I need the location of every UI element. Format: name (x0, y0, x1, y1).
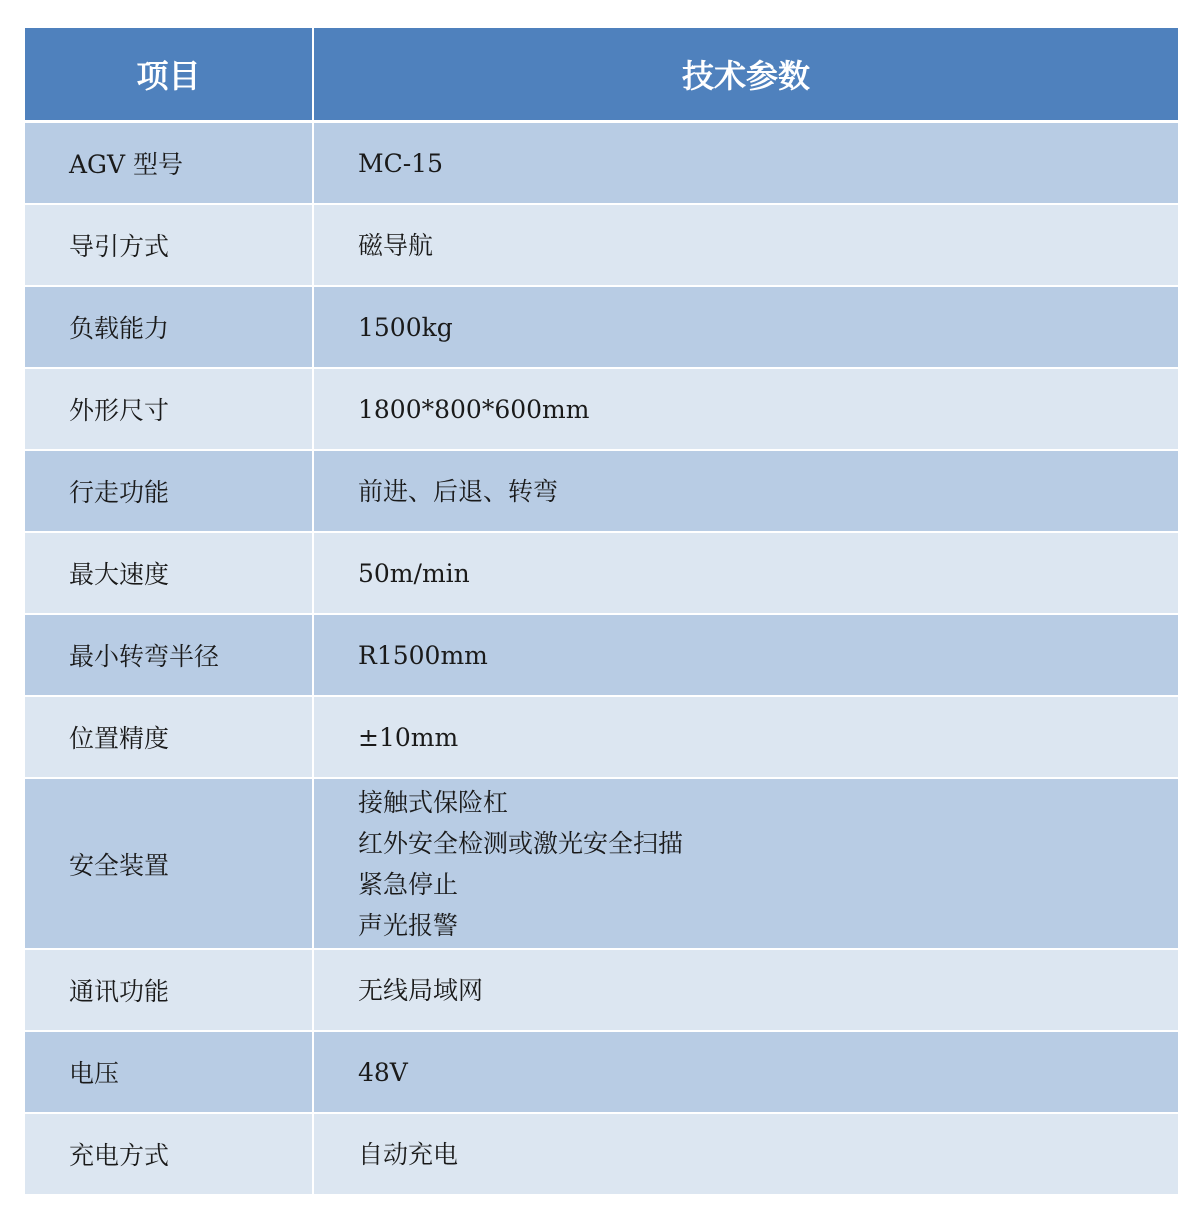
value-line: R1500mm (358, 640, 488, 670)
value-line: 红外安全检测或激光安全扫描 (358, 828, 684, 858)
row-label: 电压 (25, 1032, 314, 1114)
row-value (314, 123, 1178, 205)
value-line: 接触式保险杠 (358, 787, 509, 817)
row-label: 最大速度 (25, 533, 314, 615)
value-line: 自动充电 (358, 1139, 459, 1169)
value-line: 磁导航 (358, 230, 434, 260)
row-label: 导引方式 (25, 205, 314, 287)
row-value (314, 697, 1178, 779)
table-row (25, 950, 1178, 1032)
spec-body (25, 123, 1178, 1196)
header-params: 技术参数 (314, 28, 1178, 123)
table-row (25, 451, 1178, 533)
row-label: 负载能力 (25, 287, 314, 369)
row-label: 行走功能 (25, 451, 314, 533)
table-row (25, 123, 1178, 205)
row-label: 通讯功能 (25, 950, 314, 1032)
table-row (25, 779, 1178, 950)
value-line: ±10mm (358, 722, 459, 752)
row-value (314, 287, 1178, 369)
row-label: 外形尺寸 (25, 369, 314, 451)
row-label: 充电方式 (25, 1114, 314, 1196)
row-label: 安全装置 (25, 779, 314, 950)
value-line: 无线局域网 (358, 975, 484, 1005)
row-value (314, 615, 1178, 697)
row-value (314, 205, 1178, 287)
row-value (314, 1114, 1178, 1196)
value-line: 1800*800*600mm (358, 394, 590, 424)
table-row (25, 697, 1178, 779)
value-line: MC-15 (358, 148, 443, 178)
header-row (25, 28, 1178, 123)
table-row (25, 615, 1178, 697)
value-line: 前进、后退、转弯 (358, 476, 559, 506)
row-value (314, 369, 1178, 451)
table-row (25, 205, 1178, 287)
value-line: 50m/min (358, 558, 470, 588)
table-row (25, 369, 1178, 451)
value-line: 紧急停止 (358, 869, 459, 899)
row-value (314, 779, 1178, 950)
table-row (25, 287, 1178, 369)
spec-table (25, 28, 1178, 1196)
table-row (25, 1114, 1178, 1196)
row-value (314, 533, 1178, 615)
table-row (25, 1032, 1178, 1114)
header-item: 项目 (25, 28, 314, 123)
row-value (314, 451, 1178, 533)
value-line: 声光报警 (358, 910, 459, 940)
row-label: 位置精度 (25, 697, 314, 779)
row-value (314, 950, 1178, 1032)
row-label: 最小转弯半径 (25, 615, 314, 697)
row-value (314, 1032, 1178, 1114)
row-label: AGV 型号 (25, 123, 314, 205)
table-row (25, 533, 1178, 615)
value-line: 48V (358, 1057, 408, 1087)
value-line: 1500kg (358, 312, 453, 342)
